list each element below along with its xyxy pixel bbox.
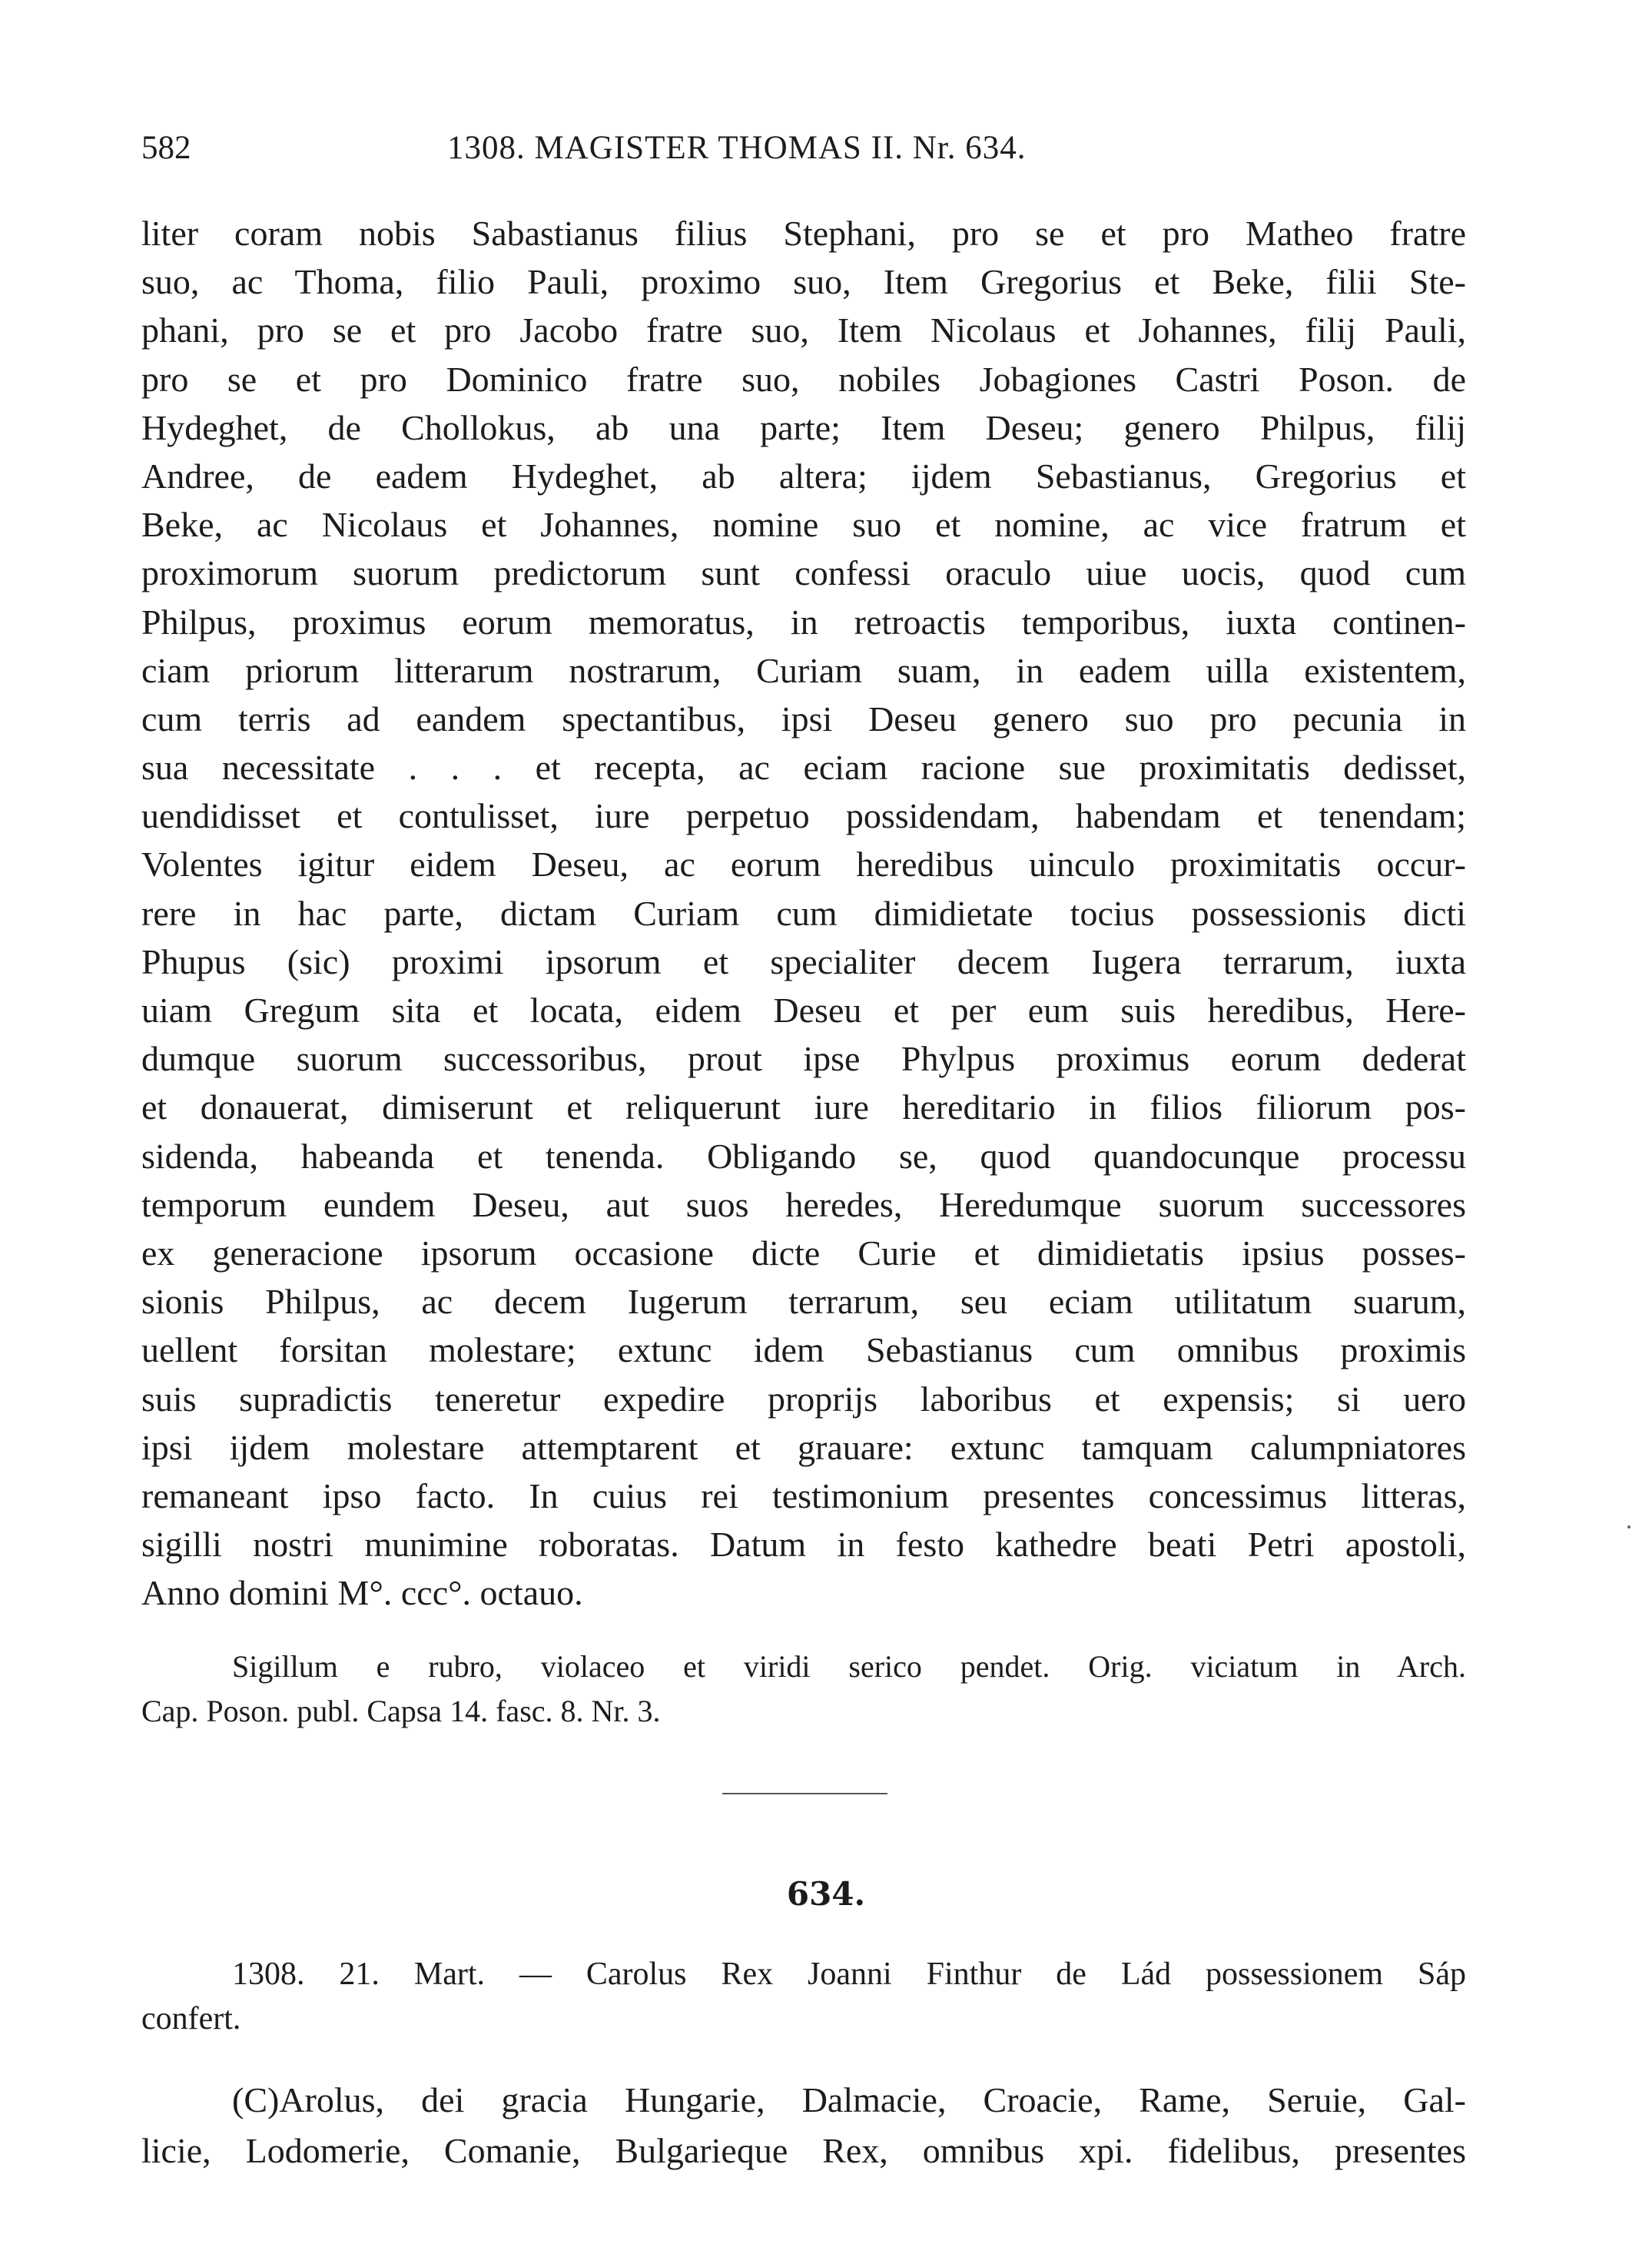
archival-note (141, 1645, 1466, 1734)
charter-text-start (141, 2075, 1466, 2176)
text-line: dumque suorum successoribus, prout ipse Phylpus proximus eorum dederat (141, 1039, 1466, 1079)
text-line: Beke, ac Nicolaus et Johannes, nomine suo et nomine, ac vice fratrum et (141, 505, 1466, 545)
text-line: pro se et pro Dominico fratre suo, nobiles Jobagiones Castri Poson. de (141, 359, 1466, 399)
charter-line: licie, Lodomerie, Comanie, Bulgarieque Rex, omnibus xpi. fidelibus, presentes (141, 2131, 1466, 2170)
text-line: remaneant ipso facto. In cuius rei testimonium presentes concessimus litteras, (141, 1475, 1466, 1515)
text-line: ex generacione ipsorum occasione dicte Curie et dimidietatis ipsius posses- (141, 1233, 1466, 1273)
text-line: phani, pro se et pro Jacobo fratre suo, Item Nicolaus et Johannes, filij Pauli, (141, 310, 1466, 350)
text-line: suo, ac Thoma, filio Pauli, proximo suo, Item Gregorius et Beke, filii Ste- (141, 262, 1466, 302)
text-line: sidenda, habeanda et tenenda. Obligando se, quod quandocunque processu (141, 1136, 1466, 1176)
text-line: liter coram nobis Sabastianus filius Stephani, pro se et pro Matheo fratre (141, 214, 1466, 253)
ink-speck (1627, 1525, 1630, 1528)
text-line: uendidisset et contulisset, iure perpetuo possidendam, habendam et tenendam; (141, 796, 1466, 836)
text-line: proximorum suorum predictorum sunt confessi oraculo uiue uocis, quod cum (141, 553, 1466, 593)
text-line: Phupus (sic) proximi ipsorum et specialiter decem Iugera terrarum, iuxta (141, 941, 1466, 981)
section-separator (722, 1793, 887, 1794)
charter-text-continuation (141, 209, 1466, 1617)
text-line: Andree, de eadem Hydeghet, ab altera; ijdem Sebastianus, Gregorius et (141, 456, 1466, 496)
text-line: sigilli nostri munimine roboratas. Datum in festo kathedre beati Petri apostoli, (141, 1525, 1466, 1565)
text-line: cum terris ad eandem spectantibus, ipsi Deseu genero suo pro pecunia in (141, 699, 1466, 739)
text-line: uellent forsitan molestare; extunc idem Sebastianus cum omnibus proximis (141, 1330, 1466, 1370)
regest-line: 1308. 21. Mart. — Carolus Rex Joanni Finthur de Lád possessionem Sáp (232, 1957, 1466, 1992)
text-line: sionis Philpus, ac decem Iugerum terrarum, seu eciam utilitatum suarum, (141, 1282, 1466, 1322)
text-line: Hydeghet, de Chollokus, ab una parte; Item Deseu; genero Philpus, filij (141, 407, 1466, 447)
text-line: temporum eundem Deseu, aut suos heredes, Heredumque suorum successores (141, 1184, 1466, 1224)
text-line: Volentes igitur eidem Deseu, ac eorum heredibus uinculo proximitatis occur- (141, 845, 1466, 885)
text-line: Anno domini M°. ccc°. octauo. (141, 1573, 583, 1613)
text-line: uiam Gregum sita et locata, eidem Deseu et per eum suis heredibus, Here- (141, 991, 1466, 1030)
text-line: sua necessitate . . . et recepta, ac eciam racione sue proximitatis dedisset, (141, 748, 1466, 788)
note-line: Sigillum e rubro, violaceo et viridi serico pendet. Orig. viciatum in Arch. (232, 1649, 1466, 1684)
note-line: Cap. Poson. publ. Capsa 14. fasc. 8. Nr. 3. (141, 1694, 661, 1728)
text-line: et donauerat, dimiserunt et reliquerunt iure hereditario in filios filiorum pos- (141, 1087, 1466, 1127)
text-line: suis supradictis teneretur expedire proprijs laboribus et expensis; si uero (141, 1379, 1466, 1419)
text-line: ciam priorum litterarum nostrarum, Curiam suam, in eadem uilla existentem, (141, 650, 1466, 690)
charter-line: (C)Arolus, dei gracia Hungarie, Dalmacie, Croacie, Rame, Seruie, Gal- (232, 2080, 1466, 2119)
entry-number: 634. (786, 1875, 866, 1913)
text-line: Philpus, proximus eorum memoratus, in retroactis temporibus, iuxta continen- (141, 602, 1466, 642)
regest-line: confert. (141, 2001, 241, 2036)
page-number: 582 (141, 130, 191, 166)
text-line: ipsi ijdem molestare attemptarent et grauare: extunc tamquam calumpniatores (141, 1427, 1466, 1467)
running-head (141, 129, 1466, 175)
running-head-title: 1308. MAGISTER THOMAS II. Nr. 634. (447, 130, 1027, 166)
entry-regest (141, 1952, 1466, 2041)
text-line: rere in hac parte, dictam Curiam cum dimidietate tocius possessionis dicti (141, 893, 1466, 933)
